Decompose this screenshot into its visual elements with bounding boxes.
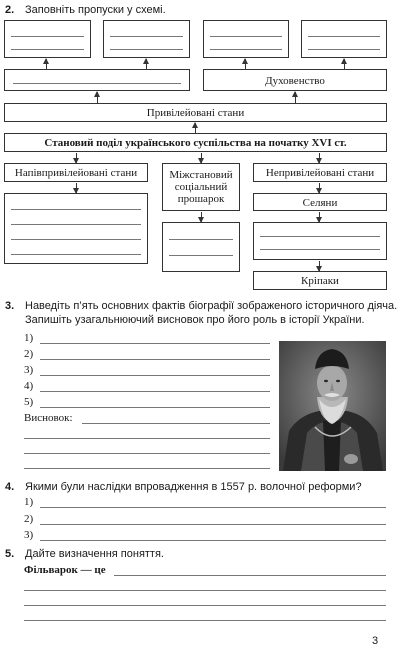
task3-question-line1: Наведіть п’ять основних фактів біографії зображеного історичного діяча. bbox=[25, 300, 398, 312]
arrow-up-icon bbox=[97, 92, 98, 103]
task4-question: Якими були наслідки впровадження в 1557 р. волочної реформи? bbox=[25, 481, 362, 493]
task3-item-3: 3) bbox=[24, 364, 34, 376]
arrow-up-icon bbox=[46, 59, 47, 69]
peasants-label: Селяни bbox=[302, 197, 338, 209]
task3-item-4: 4) bbox=[24, 380, 34, 392]
answer-line[interactable] bbox=[24, 620, 386, 621]
arrow-down-icon bbox=[201, 212, 202, 222]
blank-box-top-1 bbox=[4, 20, 91, 58]
blank-box-top-3 bbox=[203, 20, 289, 58]
historical-figure-portrait bbox=[279, 341, 386, 471]
answer-line[interactable] bbox=[40, 343, 270, 344]
blank-line[interactable] bbox=[308, 49, 380, 50]
conclusion-label: Висновок: bbox=[24, 412, 73, 424]
answer-line[interactable] bbox=[40, 391, 270, 392]
blank-line[interactable] bbox=[210, 36, 282, 37]
blank-box-top-4 bbox=[301, 20, 387, 58]
page-number: 3 bbox=[372, 635, 379, 647]
answer-line[interactable] bbox=[24, 438, 270, 439]
blank-box-peasants bbox=[253, 222, 387, 260]
answer-line[interactable] bbox=[40, 507, 386, 508]
privileged-box bbox=[4, 103, 387, 122]
serfs-label: Кріпаки bbox=[301, 275, 339, 287]
semi-privileged-label: Напівпривілейовані стани bbox=[14, 167, 138, 179]
arrow-down-icon bbox=[76, 153, 77, 163]
arrow-up-icon bbox=[195, 123, 196, 133]
blank-box-intermediate bbox=[162, 222, 240, 272]
arrow-up-icon bbox=[245, 59, 246, 69]
answer-line[interactable] bbox=[40, 524, 386, 525]
arrow-up-icon bbox=[146, 59, 147, 69]
task4-item-2: 2) bbox=[24, 513, 34, 525]
intermediate-label: Міжстановий соціальний прошарок bbox=[169, 169, 233, 205]
answer-line[interactable] bbox=[82, 423, 270, 424]
blank-line[interactable] bbox=[11, 224, 141, 225]
answer-line[interactable] bbox=[40, 407, 270, 408]
blank-line[interactable] bbox=[210, 49, 282, 50]
answer-line[interactable] bbox=[24, 605, 386, 606]
task4-item-1: 1) bbox=[24, 496, 34, 508]
blank-line[interactable] bbox=[308, 36, 380, 37]
blank-box-semi-privileged bbox=[4, 193, 148, 264]
blank-box-top-2 bbox=[103, 20, 190, 58]
task3-item-5: 5) bbox=[24, 396, 34, 408]
blank-line[interactable] bbox=[110, 49, 183, 50]
main-box bbox=[4, 133, 387, 152]
task4-number: 4. bbox=[5, 481, 15, 493]
task5-number: 5. bbox=[5, 548, 15, 560]
arrow-down-icon bbox=[319, 261, 320, 271]
blank-line[interactable] bbox=[169, 239, 233, 240]
answer-line[interactable] bbox=[40, 540, 386, 541]
arrow-down-icon bbox=[319, 153, 320, 163]
task3-item-2: 2) bbox=[24, 348, 34, 360]
arrow-down-icon bbox=[76, 183, 77, 193]
blank-box-secular bbox=[4, 69, 190, 91]
task3-number: 3. bbox=[5, 300, 15, 312]
answer-line[interactable] bbox=[40, 359, 270, 360]
arrow-down-icon bbox=[319, 212, 320, 222]
task3-question-line2: Запишіть узагальнюючий висновок про його роль в історії України. bbox=[25, 314, 365, 326]
task4-item-3: 3) bbox=[24, 529, 34, 541]
privileged-label: Привілейовані стани bbox=[146, 107, 245, 119]
arrow-down-icon bbox=[319, 183, 320, 193]
term-label: Фільварок — це bbox=[24, 564, 106, 576]
blank-line[interactable] bbox=[11, 49, 84, 50]
blank-line[interactable] bbox=[11, 209, 141, 210]
task5-question: Дайте визначення поняття. bbox=[25, 548, 164, 560]
intermediate-box bbox=[162, 163, 240, 211]
answer-line[interactable] bbox=[24, 590, 386, 591]
task2-instruction: Заповніть пропуски у схемі. bbox=[25, 4, 166, 16]
answer-line[interactable] bbox=[114, 575, 386, 576]
non-privileged-label: Непривілейовані стани bbox=[265, 167, 375, 179]
semi-privileged-box bbox=[4, 163, 148, 182]
task2-number: 2. bbox=[5, 4, 15, 16]
blank-line[interactable] bbox=[11, 36, 84, 37]
answer-line[interactable] bbox=[24, 453, 270, 454]
blank-line[interactable] bbox=[260, 249, 380, 250]
answer-line[interactable] bbox=[24, 468, 270, 469]
blank-line[interactable] bbox=[110, 36, 183, 37]
blank-line[interactable] bbox=[11, 254, 141, 255]
answer-line[interactable] bbox=[40, 375, 270, 376]
clergy-box bbox=[203, 69, 387, 91]
blank-line[interactable] bbox=[13, 83, 181, 84]
blank-line[interactable] bbox=[169, 255, 233, 256]
blank-line[interactable] bbox=[260, 236, 380, 237]
arrow-up-icon bbox=[344, 59, 345, 69]
task3-item-1: 1) bbox=[24, 332, 34, 344]
serfs-box bbox=[253, 271, 387, 290]
arrow-down-icon bbox=[201, 153, 202, 163]
arrow-up-icon bbox=[295, 92, 296, 103]
blank-line[interactable] bbox=[11, 239, 141, 240]
main-label: Становий поділ українського суспільства на початку XVI ст. bbox=[44, 137, 347, 149]
peasants-box bbox=[253, 193, 387, 211]
clergy-label: Духовенство bbox=[265, 75, 325, 87]
non-privileged-box bbox=[253, 163, 387, 182]
portrait-image bbox=[279, 341, 386, 471]
